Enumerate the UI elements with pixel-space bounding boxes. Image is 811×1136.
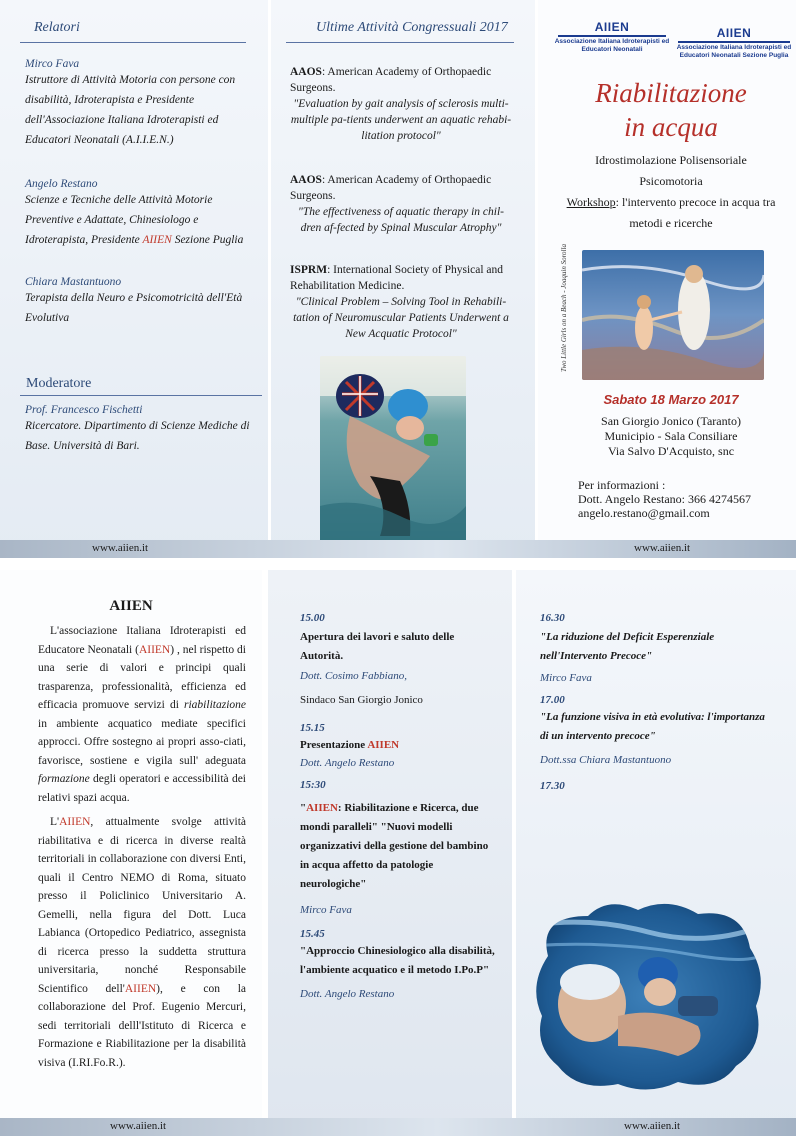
relatori-rule: [20, 42, 246, 43]
painting-caption: Two Little Girls on a Beach - Joaquin Sorolla: [560, 244, 568, 372]
cover-title-line: in acqua: [624, 112, 718, 142]
speaker-2: [25, 178, 257, 250]
logo-text: Associazione Italiana Idroterapisti ed Educatori Neonatali: [554, 38, 670, 53]
speaker-role: Scienze e Tecniche delle Attività Motorie Preventive e Adattate, Chinesiologo e Idroterapista, Presidente AIIEN Sezione Puglia: [25, 194, 244, 246]
time-slot: 15.45: [300, 928, 325, 940]
footer-url[interactable]: www.aiien.it: [110, 1120, 167, 1132]
footer-url[interactable]: www.aiien.it: [634, 542, 691, 554]
activity-2: AAOS: American Academy of Orthopaedic Surgeons. "The effectiveness of aquatic therapy in chil-dren af-fected by Spinal Muscular Atrophy": [290, 172, 512, 236]
speaker-name: Mirco Fava: [25, 58, 80, 70]
moderatore-role: Ricercatore. Dipartimento di Scienze Mediche di Base. Università di Bari.: [25, 420, 250, 452]
relatori-heading: Relatori: [34, 20, 80, 35]
underwater-photo: [528, 896, 768, 1096]
pool-photo: [320, 356, 466, 542]
logo-brand: AIIEN: [716, 26, 752, 40]
session-speaker: Dott.ssa Chiara Mastantuono: [540, 754, 672, 766]
logo-right: [674, 26, 794, 60]
footer-url[interactable]: www.aiien.it: [92, 542, 149, 554]
beach-painting: [582, 250, 764, 380]
session-speaker: Dott. Angelo Restano: [300, 757, 395, 769]
activity-title: "The effectiveness of aquatic therapy in chil-dren af-fected by Spinal Muscular Atrophy": [297, 206, 505, 234]
time-slot: 16.30: [540, 612, 565, 624]
session-title: "AIIEN: Riabilitazione e Ricerca, due mondi paralleli" "Nuovi modelli organizzativi della gestione del bambino in acqua affetto da patologie neurologiche": [300, 802, 489, 890]
time-slot: 15.00: [300, 612, 325, 624]
activity-1: AAOS: American Academy of Orthopaedic Surgeons. "Evaluation by gait analysis of sclerosis multi-multiple pa-tients underwent an aquatic rehabi-litation protocol": [290, 66, 512, 142]
about-text: L'associazione Italiana Idroterapisti ed Educatore Neonatali (AIIEN) , nel rispetto di una serie di valori e principi quali trasparenza, professionalità, efficienza ed efficacia promuove servizi di riabilitazione in ambiente acquatico mediate specifici approcci. Offre sostegno ai propri asso-ciati, favorisce, sostiene e vigila sull' adeguata formazione degli operatori e accessibilità dei relativi spazi acqua. L'AIIEN, attualmente svolge attività riabilitativa e di ricerca in diverse realtà territoriali in collaborazione con diversi Enti, quali il Centro NEMO di Roma, situato presso il Policlinico Universitario A. Gemelli, nella figura del Dott. Luca Labianca (Ortopedico Pediatrico, assegnista di ricerca presso la suddetta struttura universitaria, nonché Responsabile Scientifico dell'AIIEN), e con la collaborazione del Prof. Eugenio Mercuri, sedi territoriali delll'Istituto di Ricerca e Formazione e Riabilitazione per la disabilità visiva (I.RI.Fo.R.).: [38, 625, 247, 1069]
brochure-outside: [0, 0, 796, 558]
speaker-role: Terapista della Neuro e Psicomotricità dell'Età Evolutiva: [25, 292, 243, 324]
time-slot: 15:30: [300, 779, 326, 791]
time-slot: 15.15: [300, 722, 325, 734]
time-slot: 17.30: [540, 780, 565, 792]
activity-3: ISPRM: International Society of Physical and Rehabilitation Medicine. "Clinical Problem – Solving Tool in Rehabili-tation of Neuromuscular Patients Underwent a New Acquatic Protocol": [290, 262, 512, 342]
session-title: "Approccio Chinesiologico alla disabilità, l'ambiente acquatico e il metodo I.Po.P": [300, 945, 495, 976]
footer-url[interactable]: www.aiien.it: [624, 1120, 681, 1132]
attivita-rule: [286, 42, 514, 43]
speaker-3: [25, 276, 257, 328]
session-title: Apertura dei lavori e saluto delle Autorità.: [300, 631, 455, 662]
logo-text: Associazione Italiana Idroterapisti ed Educatori Neonatali Sezione Puglia: [676, 44, 792, 59]
session-speaker: Dott. Angelo Restano: [300, 988, 395, 1000]
session-speaker: Dott. Cosimo Fabbiano,: [300, 670, 407, 682]
cover-title-line: Riabilitazione: [595, 78, 747, 108]
session-title: Presentazione AIIEN: [300, 739, 400, 751]
session-speaker: Mirco Fava: [300, 904, 352, 916]
contact-info: [578, 478, 788, 520]
session-title: "La funzione visiva in età evolutiva: l'importanza di un intervento precoce": [540, 711, 765, 742]
info-contact: Dott. Angelo Restano: 366 4274567: [578, 492, 751, 506]
moderatore: [25, 404, 257, 456]
info-email[interactable]: angelo.restano@gmail.com: [578, 506, 710, 520]
footer-bar: [0, 540, 796, 558]
program-column-1: [300, 612, 496, 1000]
activity-title: "Clinical Problem – Solving Tool in Rehabili-tation of Neuromuscular Patients Underwent a New Acquatic Protocol": [293, 296, 509, 340]
venue: San Giorgio Jonico (Taranto) Municipio - Sala Consiliare Via Salvo D'Acquisto, snc: [601, 414, 741, 458]
moderatore-rule: [20, 395, 262, 396]
attivita-heading: Ultime Attività Congressuali 2017: [316, 20, 508, 35]
moderatore-heading: Moderatore: [26, 376, 92, 391]
brand-aiien: AIIEN: [142, 234, 172, 246]
program-column-2: [540, 612, 770, 792]
activity-title: "Evaluation by gait analysis of sclerosis multi-multiple pa-tients underwent an aquatic rehabi-litation protocol": [290, 98, 512, 142]
logo-left: [554, 20, 670, 54]
logo-brand: AIIEN: [594, 20, 630, 34]
speaker-role: Istruttore di Attività Motoria con persone con disabilità, Idroterapista e Presidente dell'Associazione Italiana Idroterapisti ed Educatori Neonatali (A.I.I.E.N.): [25, 74, 236, 146]
moderatore-name: Prof. Francesco Fischetti: [25, 404, 143, 416]
about-heading: AIIEN: [109, 598, 153, 614]
session-note: Sindaco San Giorgio Jonico: [300, 694, 423, 706]
info-label: Per informazioni :: [578, 478, 666, 492]
speaker-name: Angelo Restano: [25, 178, 98, 190]
footer-bar: [0, 1118, 796, 1136]
cover-subtitle: Idrostimolazione Polisensoriale Psicomotoria Workshop: l'intervento precoce in acqua tra metodi e ricerche: [566, 153, 776, 230]
session-title: "La riduzione del Deficit Esperenziale nell'Intervento Precoce": [540, 631, 715, 662]
session-speaker: Mirco Fava: [540, 672, 592, 684]
speaker-name: Chiara Mastantuono: [25, 276, 122, 288]
event-date: Sabato 18 Marzo 2017: [603, 392, 739, 407]
logo-wave: [558, 35, 666, 37]
time-slot: 17.00: [540, 694, 565, 706]
brochure-inside: [0, 570, 796, 1136]
cover-title: [560, 76, 782, 144]
logo-wave: [678, 41, 790, 43]
speaker-1: [25, 58, 257, 150]
